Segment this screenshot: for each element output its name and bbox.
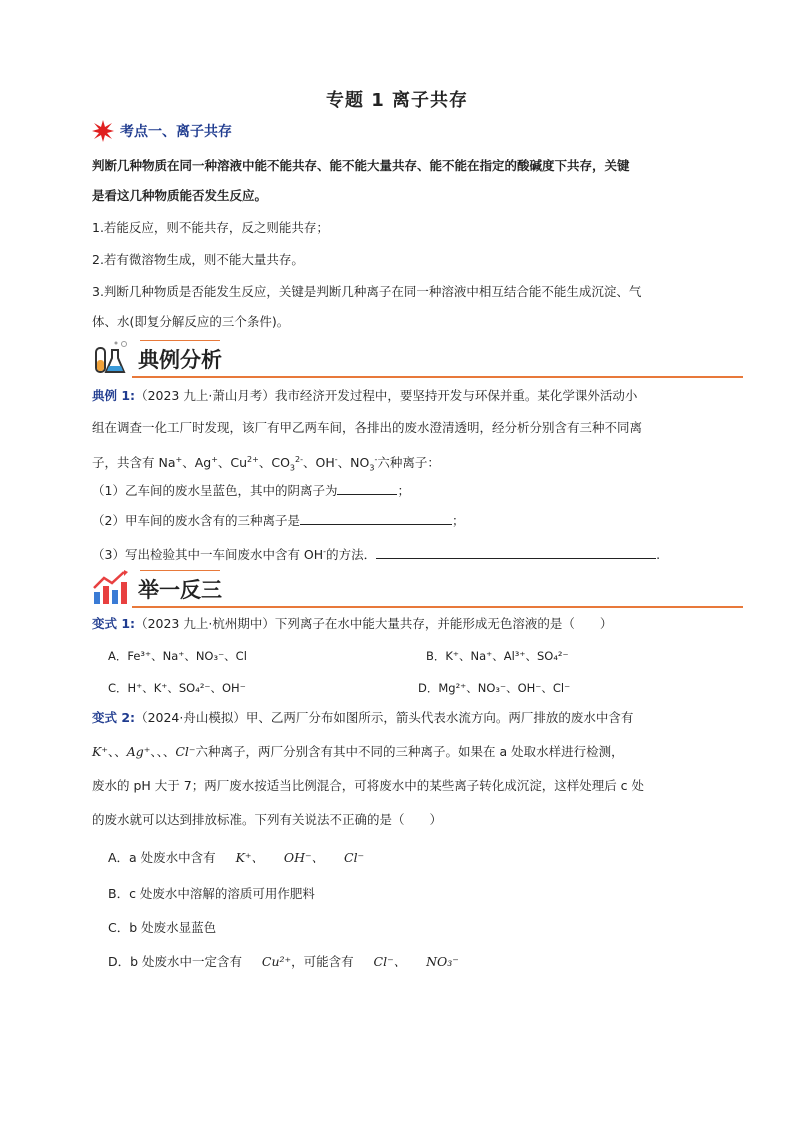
rule-3-line-1: 3.判断几种物质是否能发生反应，关键是判断几种离子在同一种溶液中相互结合能不能生成沉淀、气 [92, 284, 642, 299]
rule-3-line-2: 体、水(即复分解反应的三个条件)。 [92, 314, 290, 329]
example1-label: 典例 1: [92, 388, 136, 403]
example1-line-2: 组在调查一化工厂时发现，该厂有甲乙两车间，各排出的废水澄清透明，经分析分别含有三种不同离 [92, 420, 643, 435]
example1-question-3: （3）写出检验其中一车间废水中含有 OH-的方法． . [92, 542, 712, 565]
variant2-line-3: 废水的 pH 大于 7；两厂废水按适当比例混合，可将废水中的某些离子转化成沉淀，这样处理后 c 处 [92, 778, 645, 793]
variant2-line-1: 变式 2:（2024·舟山模拟）甲、乙两厂分布如图所示，箭头代表水流方向。两厂排放的废水中含有 [92, 710, 634, 725]
variant1-option-a[interactable]: A．Fe³⁺、Na⁺、NO₃⁻、Cl [108, 649, 247, 663]
bar-chart-icon [90, 568, 130, 608]
variant2-label: 变式 2: [92, 710, 136, 725]
heading-top-rule [140, 340, 220, 341]
burst-star-icon [92, 120, 114, 142]
variant1-option-d[interactable]: D．Mg²⁺、NO₃⁻、OH⁻、Cl⁻ [418, 681, 571, 695]
variant1-label: 变式 1: [92, 616, 136, 631]
variant2-option-c[interactable]: C．b 处废水显蓝色 [108, 920, 217, 935]
answer-blank-2[interactable] [300, 510, 452, 525]
answer-blank-3[interactable] [376, 544, 656, 559]
heading-underline [132, 376, 743, 378]
rule-1: 1.若能反应，则不能共存，反之则能共存； [92, 220, 329, 235]
variant1-stem: 变式 1:（2023 九上·杭州期中）下列离子在水中能大量共存，并能形成无色溶液的是（ ） [92, 616, 613, 631]
heading-underline [132, 606, 743, 608]
heading-top-rule [140, 570, 220, 571]
variant2-option-d[interactable]: D．b 处废水中一定含有 Cu²⁺，可能含有 Cl⁻、 NO₃⁻ [108, 954, 459, 969]
variant2-line-4: 的废水就可以达到排放标准。下列有关说法不正确的是（ ） [92, 812, 443, 827]
variant2-option-a[interactable]: A．a 处废水中含有 K⁺、 OH⁻、 Cl⁻ [108, 850, 365, 865]
section-heading-examples [88, 338, 743, 378]
intro-line-2: 是看这几种物质能否发生反应。 [92, 188, 268, 203]
variant1-option-c[interactable]: C．H⁺、K⁺、SO₄²⁻、OH⁻ [108, 681, 246, 695]
page-title: 专题 1 离子共存 [325, 90, 469, 111]
kaodian-label: 考点一、离子共存 [120, 124, 232, 140]
kaodian-heading [92, 120, 232, 142]
answer-blank-1[interactable] [337, 480, 397, 495]
section-heading-variants [88, 568, 743, 608]
section-heading-text: 典例分析 [138, 348, 222, 372]
flask-icon [90, 338, 130, 378]
example1-line-3: 子，共含有 Na+、Ag+、$Cu^{2+}$、$CO_3^{2-}$、OH-、$NO_3^-$六种离子： [92, 455, 440, 473]
section-heading-text: 举一反三 [138, 578, 222, 602]
variant1-option-b[interactable]: B．K⁺、Na⁺、Al³⁺、SO₄²⁻ [426, 649, 569, 663]
example1-question-2: （2）甲车间的废水含有的三种离子是 ； [92, 510, 712, 531]
example1-line-1: 典例 1:（2023 九上·萧山月考）我市经济开发过程中，要坚持开发与环保并重。某化学课外活动小 [92, 388, 638, 403]
rule-2: 2.若有微溶物生成，则不能大量共存。 [92, 252, 304, 267]
variant2-option-b[interactable]: B．c 处废水中溶解的溶质可用作肥料 [108, 886, 315, 901]
example1-question-1: （1）乙车间的废水呈蓝色，其中的阴离子为 ； [92, 480, 712, 501]
variant2-line-2: K⁺、、Ag⁺、、、Cl⁻六种离子，两厂分别含有其中不同的三种离子。如果在 a 处取水样进行检测， [92, 744, 624, 759]
intro-line-1: 判断几种物质在同一种溶液中能不能共存、能不能大量共存、能不能在指定的酸碱度下共存，关键 [92, 158, 630, 173]
